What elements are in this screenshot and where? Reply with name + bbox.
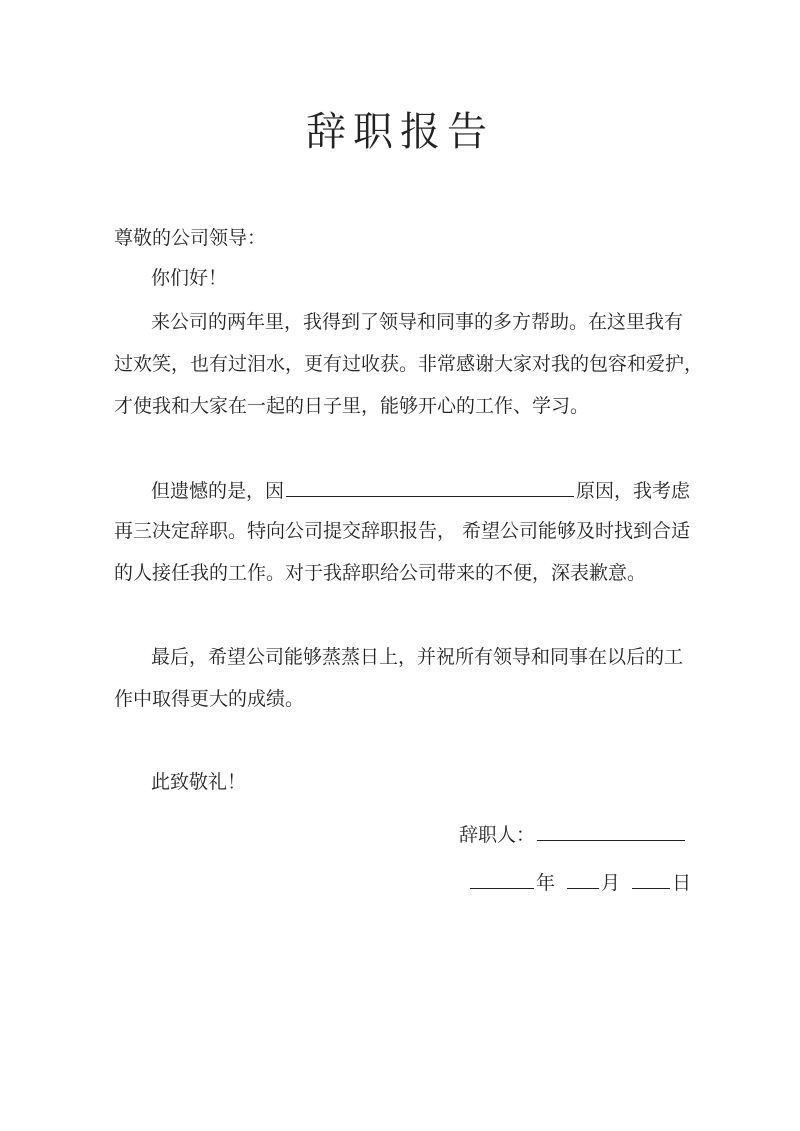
greeting: 你们好！: [151, 267, 228, 289]
year-blank: [470, 868, 534, 889]
year-label: 年: [536, 872, 556, 894]
paragraph3-line2: 作中取得更大的成绩。: [114, 688, 305, 710]
month-label: 月: [601, 872, 621, 894]
reason-blank: [286, 476, 574, 497]
paragraph2-line2: 再三决定辞职。特向公司提交辞职报告， 希望公司能够及时找到合适: [114, 520, 691, 542]
closing: 此致敬礼！: [151, 771, 247, 793]
paragraph2-line1-before: 但遗憾的是，因: [151, 480, 285, 502]
month-blank: [567, 868, 599, 889]
paragraph1-line2: 过欢笑，也有过泪水，更有过收获。非常感谢大家对我的包容和爱护，: [114, 353, 704, 375]
date-row: [468, 868, 691, 896]
signature-blank: [537, 820, 685, 841]
day-label: 日: [672, 872, 692, 894]
paragraph2-line1: [151, 476, 690, 504]
day-blank: [632, 868, 670, 889]
paragraph1-line1: 来公司的两年里，我得到了领导和同事的多方帮助。在这里我有: [151, 311, 684, 333]
paragraph2-line1-after: 原因，我考虑: [576, 480, 691, 502]
paragraph2-line3: 的人接任我的工作。对于我辞职给公司带来的不便，深表歉意。: [114, 562, 647, 584]
signature-row: [459, 820, 687, 848]
document-title: 辞职报告: [306, 109, 494, 155]
paragraph1-line3: 才使我和大家在一起的日子里，能够开心的工作、学习。: [114, 395, 590, 417]
salutation: 尊敬的公司领导：: [114, 227, 267, 249]
signature-label: 辞职人：: [459, 824, 536, 846]
paragraph3-line1: 最后，希望公司能够蒸蒸日上，并祝所有领导和同事在以后的工: [151, 646, 684, 668]
